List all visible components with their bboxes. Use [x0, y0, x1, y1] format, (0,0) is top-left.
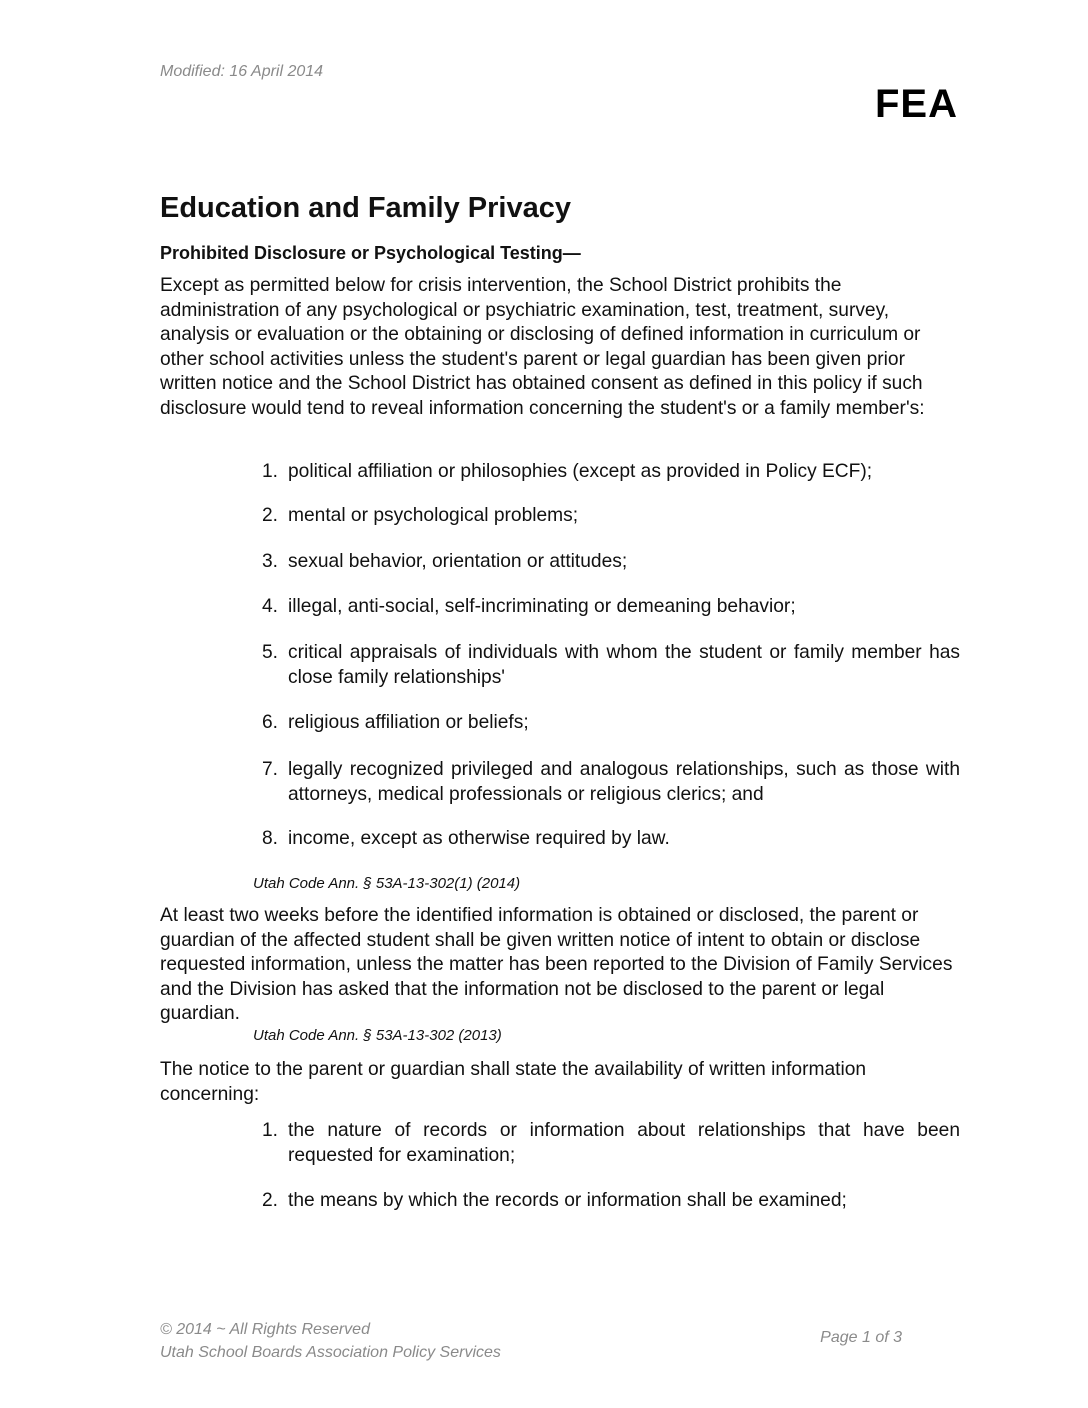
copyright-text: © 2014 ~ All Rights Reserved	[160, 1321, 370, 1338]
page-number: Page 1 of 3	[820, 1329, 902, 1346]
section-heading: Prohibited Disclosure or Psychological Testing—	[160, 243, 581, 263]
page-title: Education and Family Privacy	[160, 192, 571, 224]
list-item: 1. the nature of records or information about relationships that have been requested for examination;	[261, 1120, 960, 1166]
citation: Utah Code Ann. § 53A-13-302(1) (2014)	[253, 875, 521, 892]
list-item: 4. illegal, anti-social, self-incriminating or demeaning behavior;	[261, 596, 796, 617]
list-item: 6. religious affiliation or beliefs;	[261, 712, 529, 733]
list-item: 2. mental or psychological problems;	[261, 505, 579, 526]
list-item: 7. legally recognized privileged and analogous relationships, such as those with attorneys, medical professionals or religious clerics; and	[261, 759, 960, 805]
modified-date: Modified: 16 April 2014	[160, 63, 324, 80]
footer-copyright	[160, 1318, 501, 1364]
list-item: 3. sexual behavior, orientation or attitudes;	[261, 551, 628, 572]
list-item: 1. political affiliation or philosophies (except as provided in Policy ECF);	[261, 461, 873, 482]
availability-paragraph: The notice to the parent or guardian shall state the availability of written information concerning:	[160, 1059, 867, 1105]
intro-paragraph: Except as permitted below for crisis intervention, the School District prohibits the administration of any psychological or psychiatric examination, test, treatment, survey, analysis or evaluation or the obtaining or disclosing of defined information in curriculum or other school activities unless the student's parent or legal guardian has been given prior written notice and the School District has obtained consent as defined in this policy if such disclosure would tend to reveal information concerning the student's or a family member's:	[160, 275, 925, 419]
list-item: 5. critical appraisals of individuals with whom the student or family member has close family relationships'	[261, 642, 960, 688]
citation: Utah Code Ann. § 53A-13-302 (2013)	[253, 1027, 502, 1044]
list-item: 2. the means by which the records or information shall be examined;	[261, 1190, 847, 1211]
policy-code: FEA	[875, 82, 958, 126]
list-item: 8. income, except as otherwise required by law.	[261, 828, 670, 849]
organization-text: Utah School Boards Association Policy Services	[160, 1344, 501, 1361]
notice-paragraph: At least two weeks before the identified information is obtained or disclosed, the parent or guardian of the affected student shall be given written notice of intent to obtain or disclose requested information, unless the matter has been reported to the Division of Family Services and the Division has asked that the information not be disclosed to the parent or legal guardian.	[160, 905, 953, 1024]
